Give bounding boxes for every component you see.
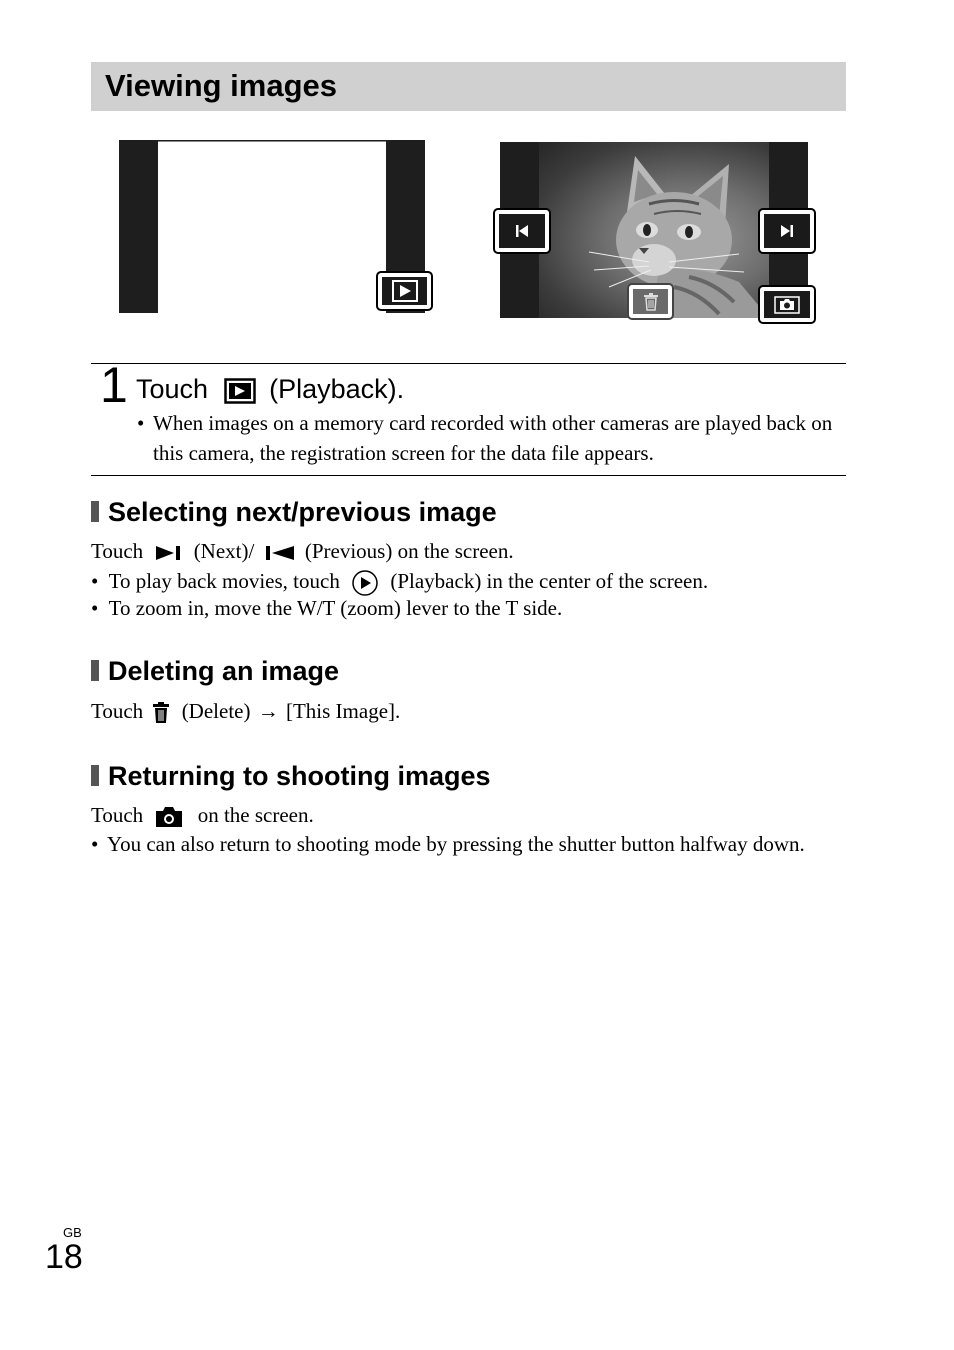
next-image-button[interactable]: [758, 208, 816, 254]
touch-label: Touch: [91, 539, 144, 563]
return-note: [91, 830, 811, 858]
step-rule-top: [91, 363, 846, 364]
bullet-marker: •: [137, 411, 145, 435]
return-note-text: You can also return to shooting mode by pressing the shutter button halfway down.: [107, 832, 805, 856]
select-note-movies: [91, 567, 708, 597]
shooting-mode-button[interactable]: [758, 285, 816, 324]
select-note-zoom: [91, 594, 562, 622]
step-rule-bottom: [91, 475, 846, 476]
playback-button[interactable]: [376, 271, 433, 311]
trash-icon: [643, 293, 659, 311]
step-note: [137, 408, 849, 468]
section-title: Viewing images: [105, 68, 338, 103]
section-title-bar: [91, 62, 846, 111]
heading-select-text: Selecting next/previous image: [108, 497, 497, 527]
bullet-marker: •: [91, 596, 99, 620]
heading-return-text: Returning to shooting images: [108, 761, 491, 791]
step-instruction: [136, 374, 404, 405]
previous-icon: [514, 224, 530, 238]
return-rest-label: on the screen.: [197, 803, 314, 827]
playback-icon: [224, 378, 256, 404]
step-touch-label: Touch: [136, 374, 209, 404]
camera-icon: [774, 296, 800, 314]
page-number: 18: [45, 1238, 83, 1276]
heading-marker: [91, 765, 99, 786]
movies-note-pre: To play back movies, touch: [108, 569, 340, 593]
this-image-label: [This Image].: [285, 699, 401, 723]
previous-image-button[interactable]: [493, 208, 551, 254]
heading-delete-image: [91, 656, 339, 687]
previous-icon: [264, 544, 296, 562]
trash-icon: [152, 702, 170, 724]
delete-label: (Delete): [181, 699, 251, 723]
screen-blank-area: [158, 141, 386, 313]
next-icon: [154, 544, 184, 562]
movies-note-post: (Playback) in the center of the screen.: [390, 569, 709, 593]
next-label: (Next)/: [193, 539, 255, 563]
step-playback-label: (Playback).: [269, 374, 405, 404]
select-instruction: [91, 536, 514, 566]
heading-select-image: [91, 497, 497, 528]
region-code: GB: [63, 1225, 82, 1240]
zoom-note-text: To zoom in, move the W/T (zoom) lever to the T side.: [108, 596, 563, 620]
movie-playback-icon: [351, 569, 379, 597]
playback-icon: [392, 280, 418, 302]
delete-button[interactable]: [627, 283, 674, 320]
delete-instruction: [91, 696, 400, 726]
step-number: 1: [100, 357, 128, 413]
heading-return-shooting: [91, 761, 491, 792]
heading-marker: [91, 660, 99, 681]
step-note-text: When images on a memory card recorded with other cameras are played back on this camera, the registration screen for the data file appears.: [153, 411, 833, 465]
previous-label: (Previous) on the screen.: [304, 539, 514, 563]
touch-label: Touch: [91, 803, 144, 827]
return-instruction: [91, 800, 314, 830]
camera-icon: [154, 805, 184, 829]
bullet-marker: •: [91, 569, 99, 593]
bullet-marker: •: [91, 832, 99, 856]
next-icon: [779, 224, 795, 238]
heading-marker: [91, 501, 99, 522]
arrow-icon: →: [257, 699, 279, 723]
touch-label: Touch: [91, 699, 144, 723]
heading-delete-text: Deleting an image: [108, 656, 340, 686]
